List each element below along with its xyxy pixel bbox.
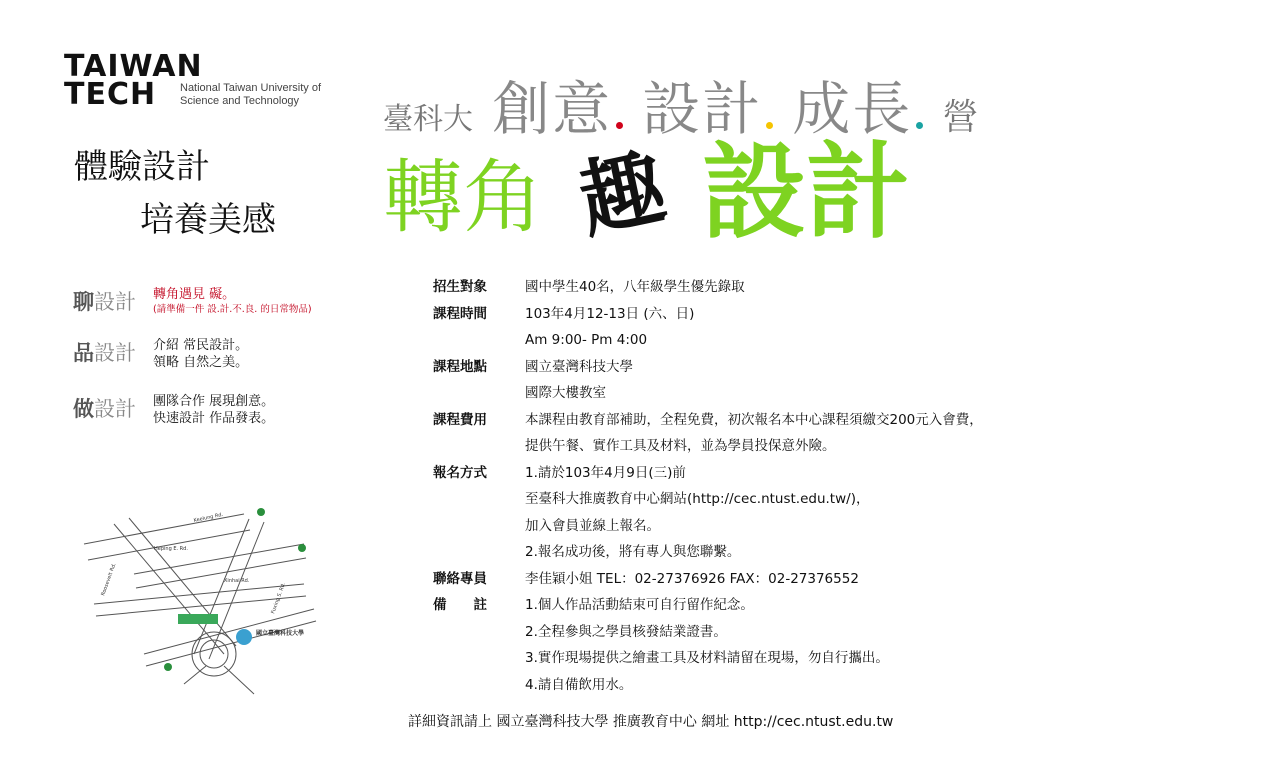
info-row (433, 619, 1093, 646)
section-chat-design (73, 286, 403, 317)
map-road-label: Xinhai Rd. (224, 578, 250, 584)
main-title-part2: 趣 (570, 137, 674, 251)
info-row (433, 380, 1093, 407)
map-road-label: Fuxing S. Rd. (270, 581, 288, 615)
footer-info: 詳細資訊請上 國立臺灣科技大學 推廣教育中心 網址 http://cec.ntust.edu.tw (408, 714, 894, 730)
info-label: 課程地點 (433, 358, 487, 375)
logo-line-taiwan: TAIWAN (64, 49, 203, 84)
section-heading: 聊設計 (73, 290, 136, 314)
section-text (153, 337, 248, 371)
info-value: 提供午餐、實作工具及材料，並為學員投保意外險。 (525, 438, 836, 454)
info-row (433, 566, 1093, 593)
section-line-1: 介紹 常民設計。 (153, 338, 249, 353)
info-row (433, 301, 1093, 328)
info-row (433, 274, 1093, 301)
map-road-label: Heping E. Rd. (154, 546, 188, 552)
yellow-dot-icon (766, 122, 773, 129)
info-value: 李佳穎小姐 TEL：02-27376926 FAX：02-27376552 (525, 570, 859, 587)
camp-prefix: 臺科大 (383, 102, 473, 137)
section-text (153, 393, 274, 427)
logo-subtitle-2: Science and Technology (180, 95, 300, 107)
logo (64, 49, 334, 112)
info-row (433, 407, 1093, 434)
section-appreciate-design (73, 337, 403, 371)
camp-suffix: 營 (942, 97, 979, 138)
info-value: Am 9:00- Pm 4:00 (525, 332, 648, 348)
map-school-label: 國立臺灣科技大學 (256, 630, 305, 637)
info-value: 1.個人作品活動結束可自行留作紀念。 (525, 597, 754, 613)
info-value: 國際大樓教室 (525, 385, 606, 401)
logo-subtitle-1: National Taiwan University of (180, 82, 322, 94)
section-make-design (73, 393, 403, 427)
info-label (433, 619, 525, 646)
map-road-label: Roosevelt Rd. (100, 562, 118, 597)
info-value: 2.全程參與之學員核發結業證書。 (525, 623, 727, 640)
main-title-part1: 轉角 (383, 151, 543, 244)
location-map (74, 504, 346, 700)
info-value: 本課程由教育部補助，全程免費，初次報名本中心課程須繳交200元入會費， (525, 411, 983, 428)
info-label: 備 註 (433, 597, 487, 613)
section-heading: 品設計 (73, 341, 136, 365)
teal-dot-icon (916, 122, 923, 129)
info-label (433, 327, 525, 354)
info-value: 1.請於103年4月9日(三)前 (525, 464, 686, 481)
section-text (153, 286, 312, 317)
red-dot-icon (616, 122, 623, 129)
info-value: 國中學生40名，八年級學生優先錄取 (525, 279, 745, 295)
info-label: 聯絡專員 (433, 570, 487, 587)
info-row (433, 513, 1093, 540)
info-row (433, 645, 1093, 672)
info-row (433, 460, 1093, 487)
info-row (433, 486, 1093, 513)
info-row (433, 539, 1093, 566)
info-value: 至臺科大推廣教育中心網站(http://cec.ntust.edu.tw/)， (525, 491, 870, 507)
info-row (433, 672, 1093, 699)
info-value: 國立臺灣科技大學 (525, 358, 633, 375)
info-value: 加入會員並線上報名。 (525, 517, 660, 534)
main-title-part3: 設計 (702, 131, 911, 253)
info-value: 2.報名成功後，將有專人與您聯繫。 (525, 544, 741, 560)
info-label (433, 672, 525, 699)
info-row (433, 327, 1093, 354)
info-label: 課程費用 (433, 411, 487, 428)
info-label (433, 645, 525, 672)
info-label: 招生對象 (433, 279, 487, 295)
info-label: 報名方式 (433, 464, 487, 481)
info-label (433, 380, 525, 407)
info-label (433, 486, 525, 513)
map-road-label: Keelung Rd. (193, 511, 224, 524)
info-value: 4.請自備飲用水。 (525, 676, 633, 693)
info-label (433, 433, 525, 460)
section-line-1: 團隊合作 展現創意。 (153, 394, 275, 409)
section-line-2: (請準備一件 設.計.不.良. 的日常物品) (153, 304, 312, 315)
section-line-1: 轉角遇見 礙。 (153, 287, 236, 302)
info-row (433, 354, 1093, 381)
camp-word-1: 創意 (492, 75, 613, 143)
info-label (433, 539, 525, 566)
camp-word-2: 設計 (642, 75, 763, 143)
section-line-2: 快速設計 作品發表。 (153, 411, 275, 426)
slogan-line-2: 培養美感 (140, 200, 276, 240)
design-sections (73, 286, 403, 427)
info-label: 課程時間 (433, 305, 487, 322)
info-label (433, 513, 525, 540)
info-value: 3.實作現場提供之繪畫工具及材料請留在現場，勿自行攜出。 (525, 650, 889, 666)
section-heading: 做設計 (73, 397, 136, 421)
course-info (433, 274, 1093, 698)
info-value: 103年4月12-13日 (六、日) (525, 305, 695, 322)
slogan-line-1: 體驗設計 (74, 147, 210, 187)
info-row (433, 592, 1093, 619)
logo-line-tech: TECH (64, 77, 157, 112)
info-row (433, 433, 1093, 460)
camp-word-3: 成長 (792, 75, 913, 143)
section-line-2: 領略 自然之美。 (153, 355, 249, 370)
